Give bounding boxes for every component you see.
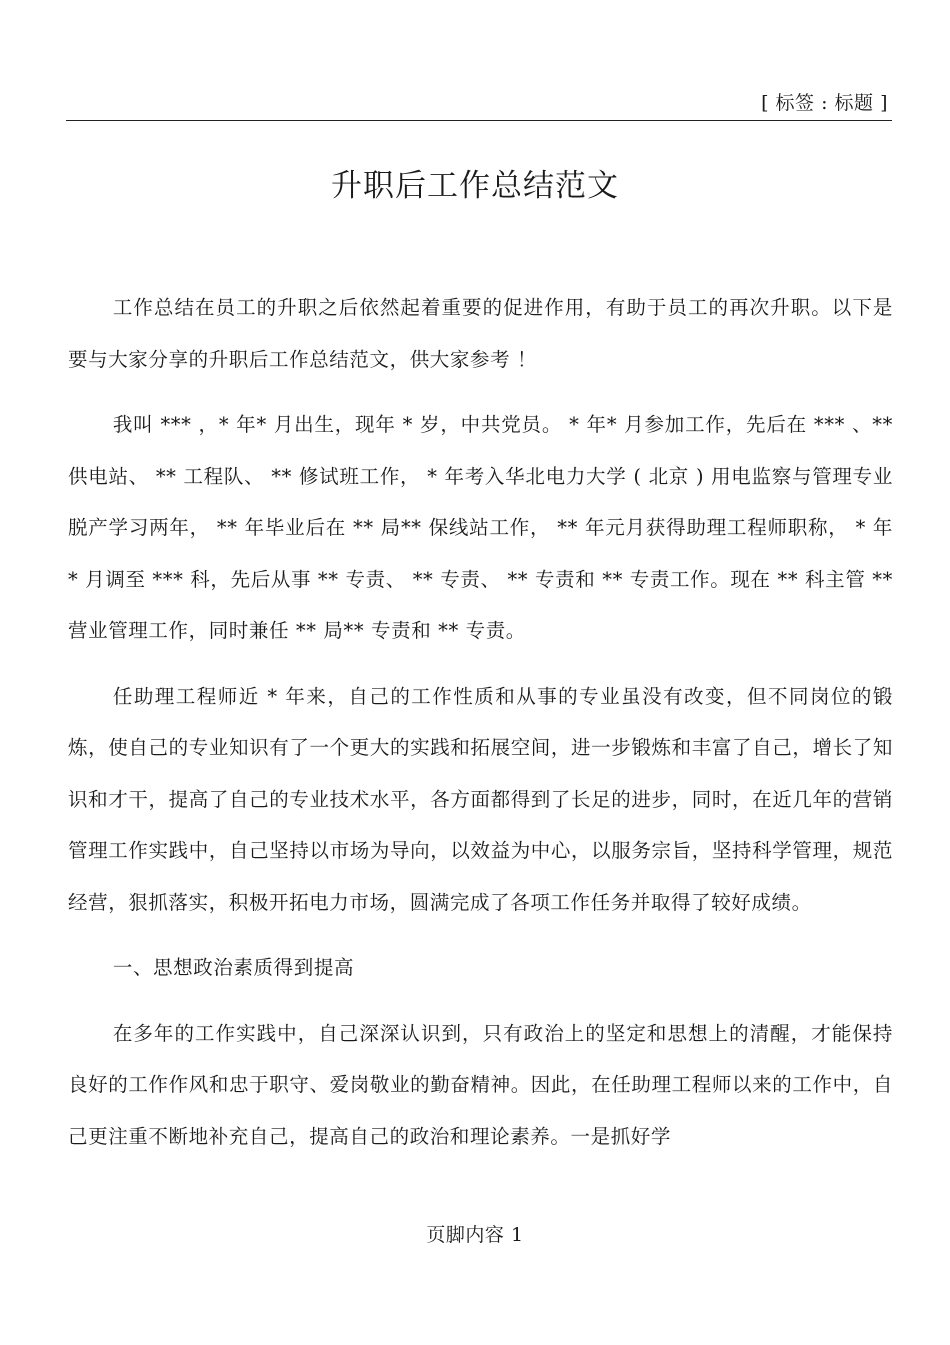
paragraph-overview: 任助理工程师近 * 年来，自己的工作性质和从事的专业虽没有改变，但不同岗位的锻炼，使自己的专业知识有了一个更大的实践和拓展空间，进一步锻炼和丰富了自己，增长了知识和才干，提高了自己的专业技术水平，各方面都得到了长足的进步，同时，在近几年的营销管理工作实践中，自己坚持以市场为导向，以效益为中心，以服务宗旨，坚持科学管理，规范经营，狠抓落实，积极开拓电力市场，圆满完成了各项工作任务并取得了较好成绩。 [68, 684, 893, 914]
paragraph-section-1: 在多年的工作实践中，自己深深认识到，只有政治上的坚定和思想上的清醒，才能保持良好的工作作风和忠于职守、爱岗敬业的勤奋精神。因此，在任助理工程师以来的工作中，自己更注重不断地补充自己，提高自己的政治和理论素养。一是抓好学 [68, 1021, 893, 1148]
page-footer: 页脚内容 1 [426, 1224, 524, 1246]
document-title: 升职后工作总结范文 [331, 168, 619, 204]
document-body [68, 282, 893, 1176]
paragraph-personal-info: 我叫 *** ，* 年* 月出生，现年 * 岁，中共党员。 * 年* 月参加工作，先后在 *** 、** 供电站、 ** 工程队、 ** 修试班工作， * 年考入华北电力大学 ( 北京 ) 用电监察与管理专业脱产学习两年， ** 年毕业后在 ** 局** 保线站工作， ** 年元月获得助理工程师职称， * 年* 月调至 *** 科，先后从事 ** 专责、 ** 专责、 ** 专责和 ** 专责工作。现在 ** 科主管 ** 营业管理工作，同时兼任 ** 局** 专责和 ** 专责。 [68, 413, 893, 642]
section-heading-1: 一、思想政治素质得到提高 [112, 956, 355, 979]
header-divider [66, 120, 892, 121]
header-tag: [ 标签 : 标题 ] [761, 92, 888, 114]
paragraph-intro: 工作总结在员工的升职之后依然起着重要的促进作用，有助于员工的再次升职。以下是 要与大家分享的升职后工作总结范文，供大家参考 ！ [68, 296, 893, 371]
